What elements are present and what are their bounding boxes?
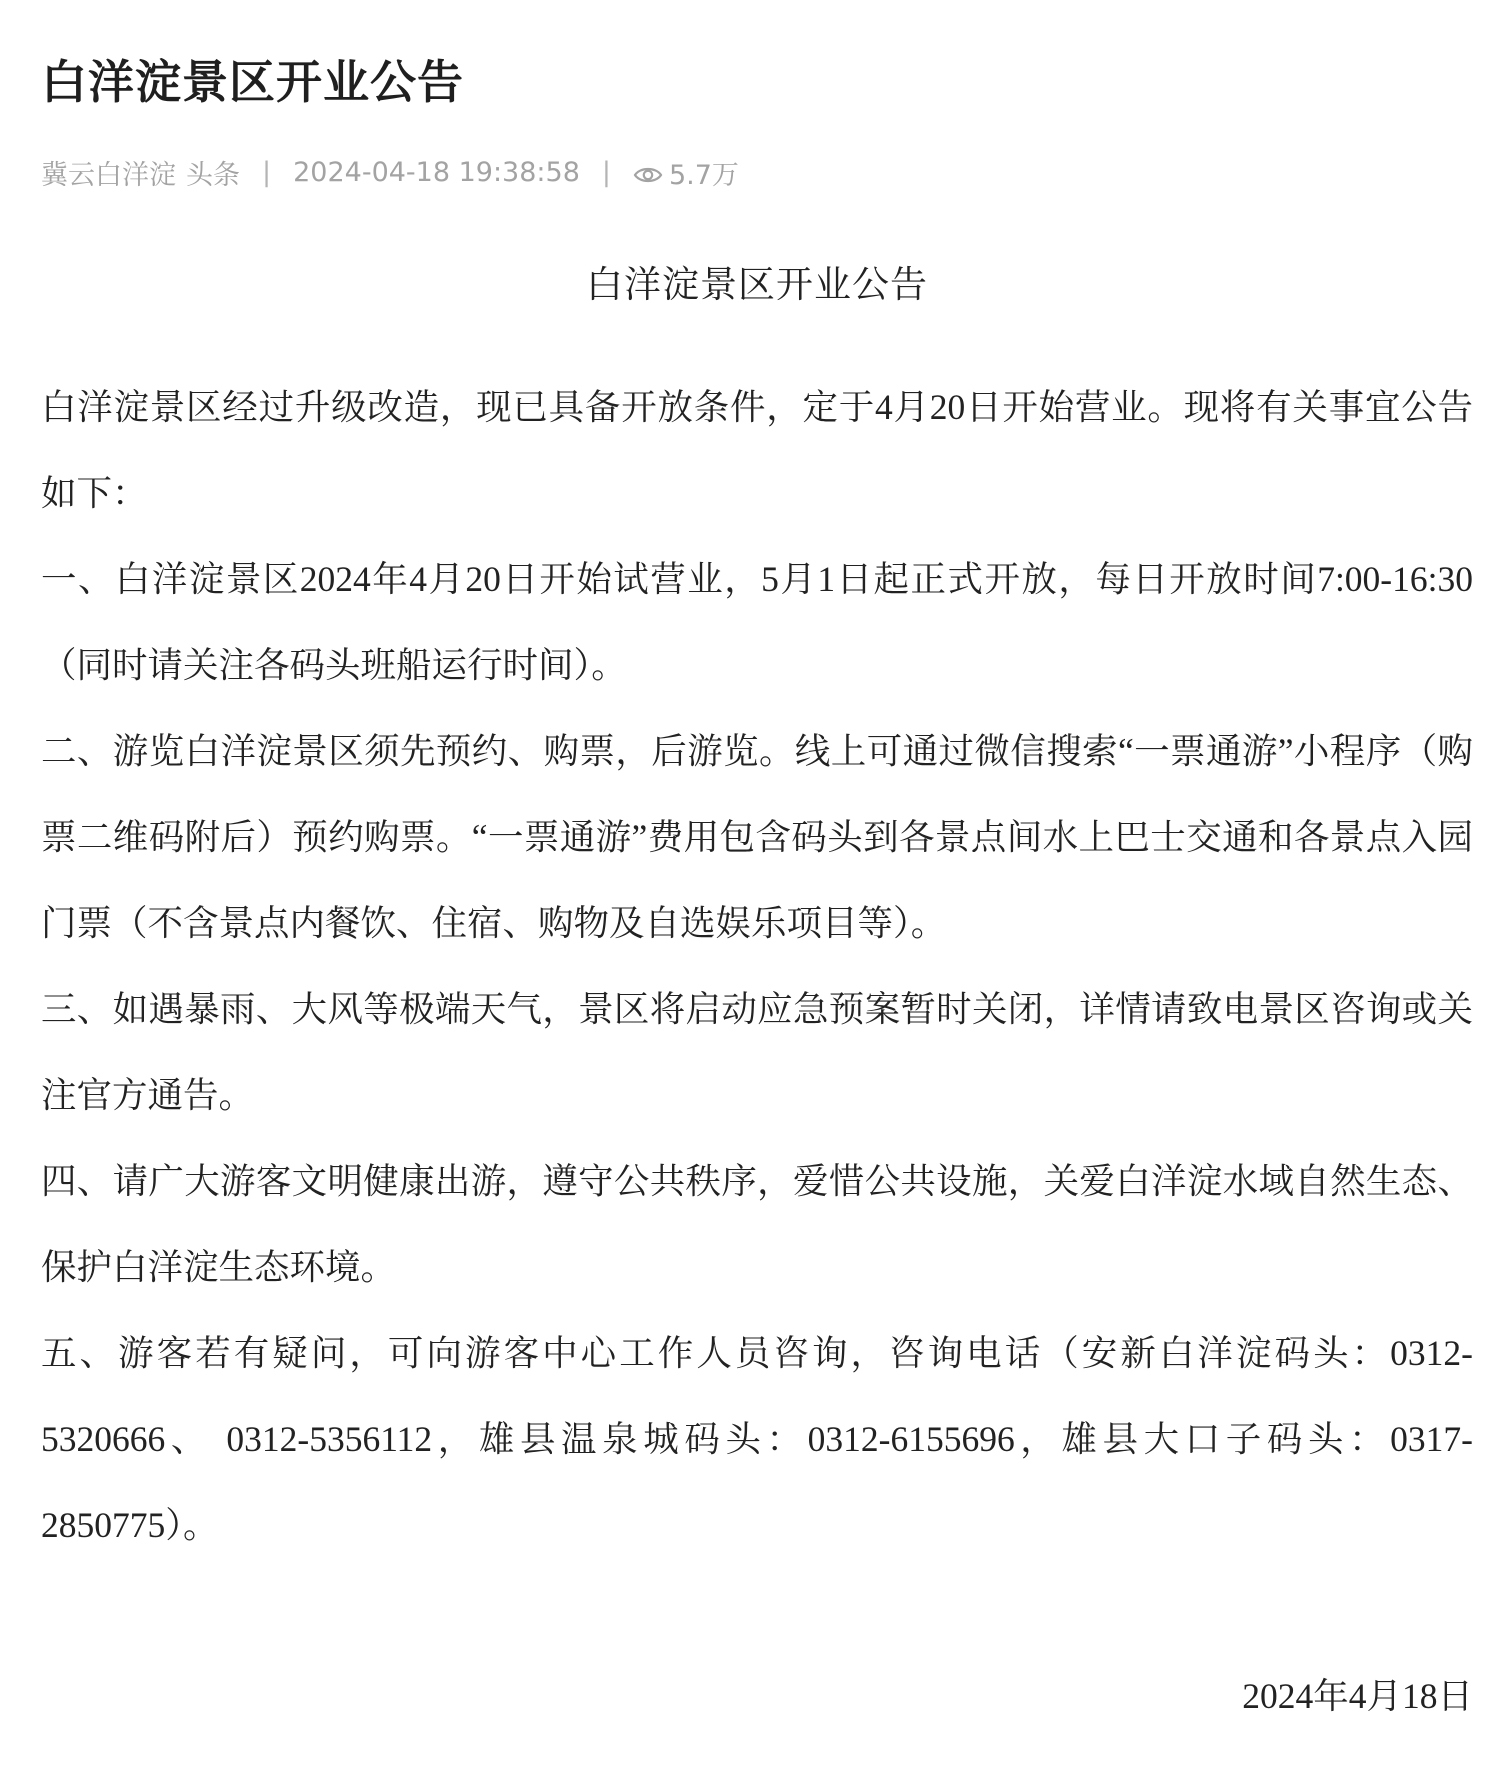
paragraph-intro: 白洋淀景区经过升级改造，现已具备开放条件，定于4月20日开始营业。现将有关事宜公告如下： — [41, 387, 1473, 513]
view-count: 5.7万 — [668, 159, 739, 191]
document-title: 白洋淀景区开业公告 — [586, 265, 928, 306]
meta-separator: | — [262, 156, 272, 188]
channel-label: 头条 — [186, 159, 240, 191]
issue-date: 2024年4月18日 — [1242, 1676, 1473, 1716]
paragraph-item-3: 三、如遇暴雨、大风等极端天气，景区将启动应急预案暂时关闭，详情请致电景区咨询或关注官方通告。 — [41, 989, 1473, 1115]
headline: 白洋淀景区开业公告 — [41, 55, 464, 109]
source-name[interactable]: 冀云白洋淀 — [41, 159, 176, 191]
publish-datetime: 2024-04-18 19:38:58 — [293, 156, 580, 188]
paragraph-item-1: 一、白洋淀景区2024年4月20日开始试营业，5月1日起正式开放，每日开放时间7:00-16:30（同时请关注各码头班船运行时间）。 — [41, 559, 1473, 685]
paragraph-item-5: 五、游客若有疑问，可向游客中心工作人员咨询，咨询电话（安新白洋淀码头：0312-5320666、 0312-5356112，雄县温泉城码头：0312-6155696，雄县大口子码头：0317-2850775）。 — [41, 1333, 1473, 1545]
paragraph-item-4: 四、请广大游客文明健康出游，遵守公共秩序，爱惜公共设施，关爱白洋淀水域自然生态、保护白洋淀生态环境。 — [41, 1161, 1473, 1287]
paragraph-item-2: 二、游览白洋淀景区须先预约、购票，后游览。线上可通过微信搜索“一票通游”小程序（购票二维码附后）预约购票。“一票通游”费用包含码头到各景点间水上巴士交通和各景点入园门票（不含景点内餐饮、住宿、购物及自选娱乐项目等）。 — [41, 731, 1473, 943]
eye-icon — [633, 162, 663, 184]
article-meta — [41, 152, 739, 192]
meta-separator: | — [601, 156, 611, 188]
